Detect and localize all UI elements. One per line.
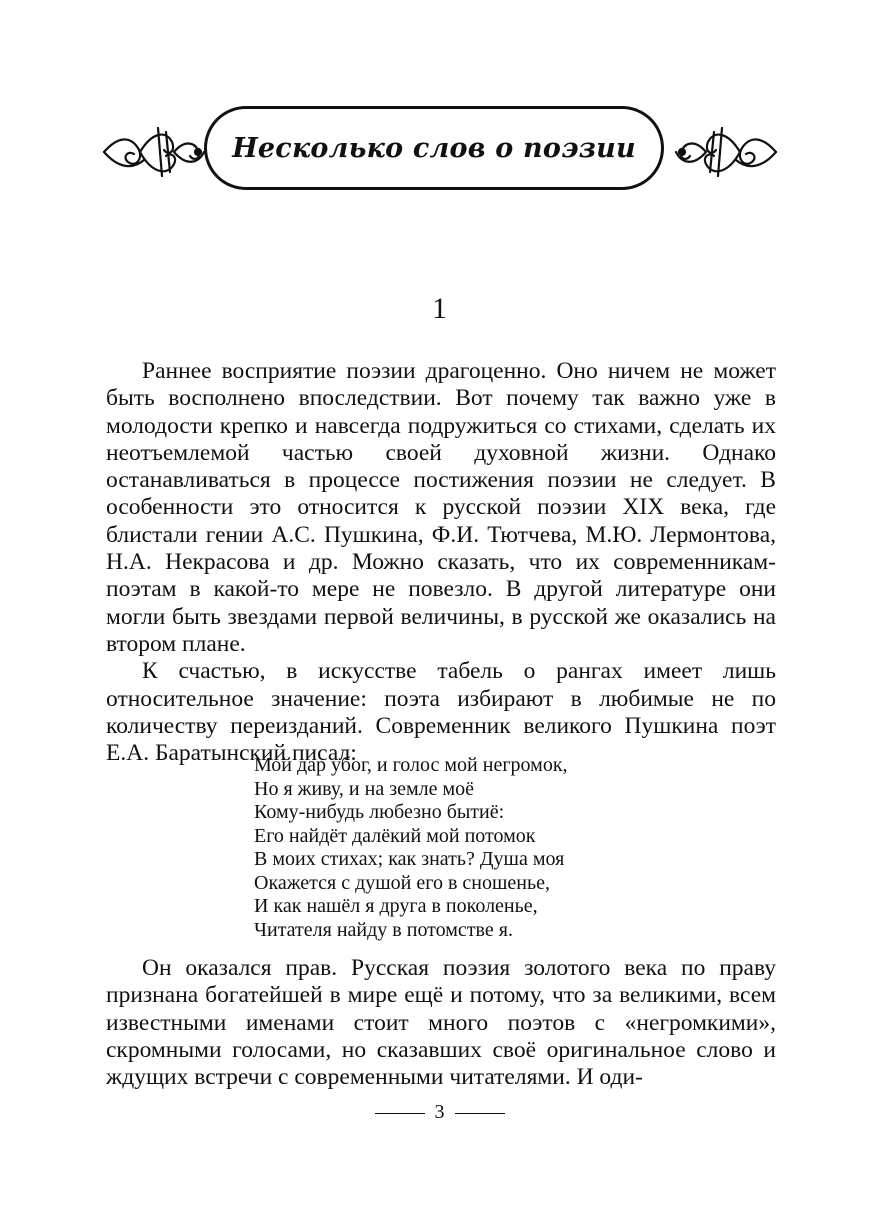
poem-line: В моих стихах; как знать? Душа моя bbox=[254, 848, 565, 870]
chapter-title: Несколько слов о поэзии bbox=[232, 132, 636, 164]
paragraph: Раннее восприятие поэзии драгоценно. Оно ничем не может быть восполнено впоследствии. Вот почему так важно уже в молодости крепко и навсегда подружиться со стихами, сделать их неотъемлемой частью своей духовной жизни. Однако останавливаться в процессе постижения поэзии не следует. В особенности это относится к русской поэзии XIX века, где блистали гении А.С. Пушкина, Ф.И. Тютчева, М.Ю. Лермонтова, Н.А. Некрасова и др. Можно сказать, что их современникам-поэтам в какой-то мере не повезло. В другой литературе они могли быть звездами первой величины, в русской же оказались на втором плане. bbox=[106, 358, 776, 657]
paragraph: К счастью, в искусстве табель о рангах имеет лишь относительное значение: поэта избирают в любимые не по количеству переизданий. Современник великого Пушкина поэт Е.А. Баратынский писал: bbox=[106, 658, 776, 767]
poem-line: Но я живу, и на земле моё bbox=[254, 777, 475, 800]
dash-divider bbox=[455, 1113, 505, 1114]
chapter-header bbox=[100, 100, 780, 200]
poem-line: Его найдёт далёкий мой потомок bbox=[254, 824, 536, 847]
page-number: 3 bbox=[434, 1101, 445, 1123]
poem-quote bbox=[254, 754, 568, 942]
dash-divider bbox=[375, 1113, 425, 1114]
title-frame bbox=[204, 106, 664, 190]
poem-line: Окажется с душой его в сношенье, bbox=[254, 871, 550, 894]
flourish-ornament-icon bbox=[100, 122, 210, 182]
chapter-number: 1 bbox=[432, 292, 447, 325]
text-block-1 bbox=[106, 358, 776, 767]
poem-line: Мой дар убог, и голос мой негромок, bbox=[254, 754, 568, 776]
page-number-footer bbox=[0, 1101, 879, 1124]
poem-line: И как нашёл я друга в поколенье, bbox=[254, 895, 538, 917]
poem-line: Читателя найду в потомстве я. bbox=[254, 918, 513, 941]
text-block-2 bbox=[106, 955, 776, 1091]
paragraph: Он оказался прав. Русская поэзия золотого века по праву признана богатейшей в мире ещё и потому, что за великими, всем известными именами стоит много поэтов с «негромкими», скромными голосами, но сказавших своё оригинальное слово и ждущих встречи с современными читателями. И оди- bbox=[106, 955, 776, 1091]
poem-line: Кому-нибудь любезно бытиё: bbox=[254, 801, 505, 823]
flourish-ornament-icon bbox=[670, 122, 780, 182]
